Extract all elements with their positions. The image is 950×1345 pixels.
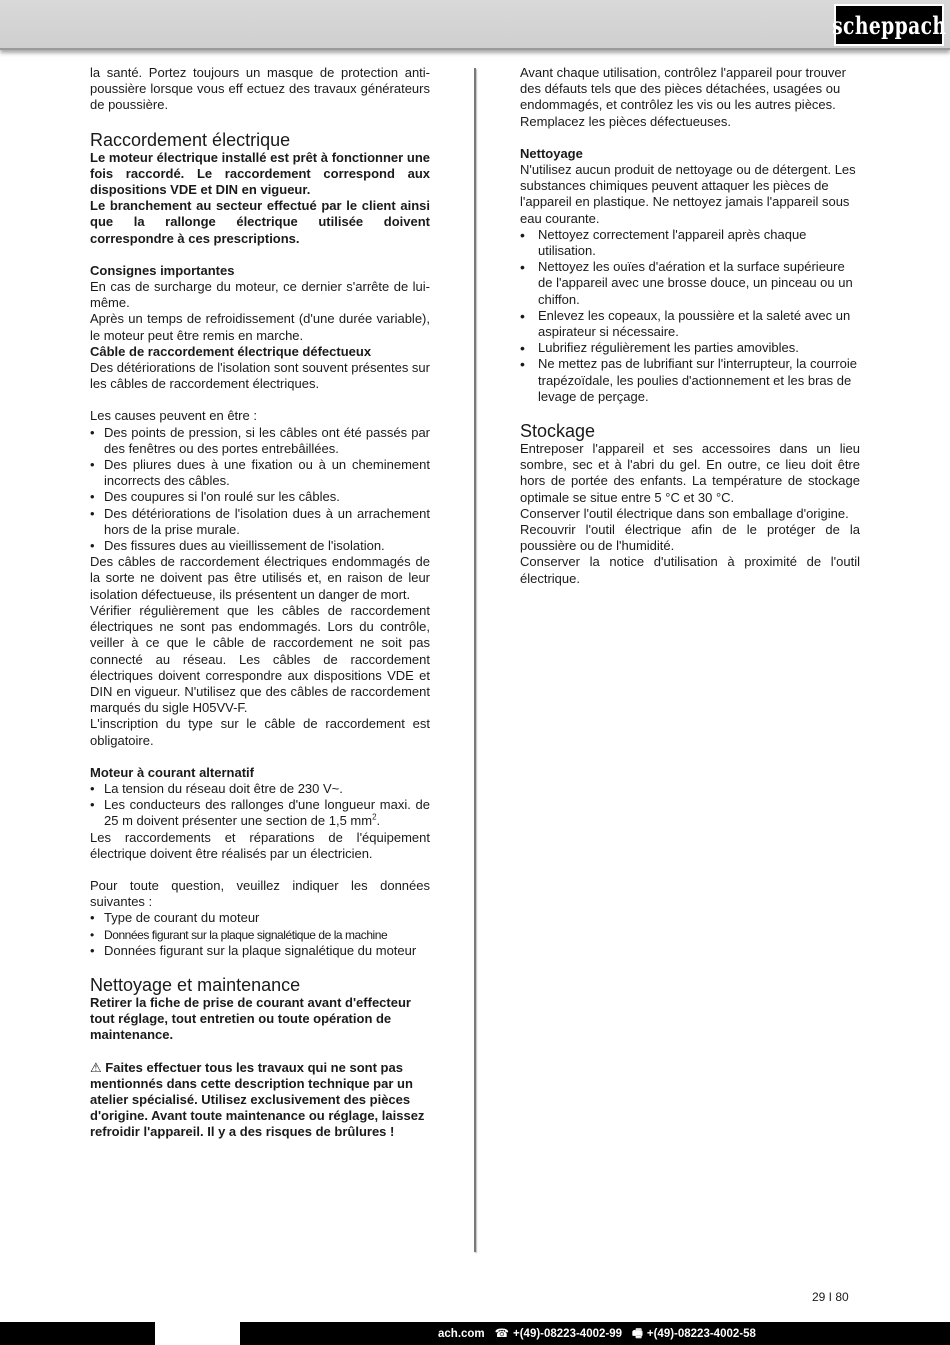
warning-icon: ⚠	[90, 1059, 102, 1075]
list-item: • Des fissures dues au vieillissement de l'isolation.	[90, 538, 430, 554]
moteur-p1: Les raccordements et réparations de l'équipement électrique doivent être réalisés par un électricien.	[90, 829, 430, 861]
nettoyage-p1: N'utilisez aucun produit de nettoyage ou de détergent. Les substances chimiques peuvent attaquer les pièces de l'appareil en plastique. Ne nettoyez jamais l'appareil sous eau courante.	[520, 162, 856, 226]
stockage-p2: Conserver l'outil électrique dans son emballage d'origine.	[520, 505, 849, 521]
nettoyage-list	[520, 227, 860, 405]
consignes-p1: En cas de surcharge du moteur, ce dernier s'arrête de lui-même.	[90, 279, 430, 311]
list-item	[90, 797, 430, 829]
causes-intro: Les causes peuvent en être :	[90, 408, 257, 424]
moteur-list	[90, 781, 430, 830]
moteur-item-2-end: .	[376, 813, 381, 829]
subtitle-cable-defectueux: Câble de raccordement électrique défectueux	[90, 343, 372, 359]
intro-paragraph: la santé. Portez toujours un masque de protection anti-poussière lorsque vous eff ectuez des travaux générateurs de poussière.	[90, 65, 430, 113]
list-item: • Des coupures si l'on roulé sur les câbles.	[90, 489, 430, 505]
subtitle-consignes: Consignes importantes	[90, 262, 235, 278]
right-intro: Avant chaque utilisation, contrôlez l'appareil pour trouver des défauts tels que des pièces détachées, usagées ou endommagés, et contrôlez les vis ou les autres pièces. Remplacez les pièces défectueuses.	[520, 65, 846, 129]
logo-text: scheppach	[831, 10, 947, 40]
list-item: • La tension du réseau doit être de 230 V~.	[90, 781, 430, 797]
causes-list	[90, 425, 430, 555]
section-title-nettoyage-maintenance: Nettoyage et maintenance	[90, 974, 301, 995]
stockage-p1: Entreposer l'appareil et ses accessoires dans un lieu sombre, sec et à l'abri du gel. En outre, ce lieu doit être hors de portée des enfants. La température de stockage optimale se situe entre 5 °C et 30 °C.	[520, 441, 860, 505]
superscript: 2	[372, 813, 377, 822]
footer-fax: +(49)-08223-4002-58	[646, 1328, 756, 1340]
list-item: • Données figurant sur la plaque signalétique de la machine	[90, 927, 430, 943]
footer-bar	[0, 1322, 950, 1345]
list-item: • Enlevez les copeaux, la poussière et la saleté avec un aspirateur si nécessaire.	[520, 308, 860, 340]
section-title-stockage: Stockage	[520, 421, 596, 442]
raccordement-bold-1: Le moteur électrique installé est prêt à fonctionner une fois raccordé. Le raccordement correspond aux dispositions VDE et DIN en vigueur.	[90, 149, 430, 198]
phone-icon: ☎	[494, 1328, 509, 1340]
footer-phone: +(49)-08223-4002-99	[513, 1328, 623, 1340]
page-number: 29 I 80	[812, 1290, 849, 1304]
list-item: • Des pliures dues à une fixation ou à un cheminement incorrects des câbles.	[90, 457, 430, 489]
list-item: • Ne mettez pas de lubrifiant sur l'interrupteur, la courroie trapézoïdale, les poulies d'actionnement et les bras de levage de perçage.	[520, 356, 860, 405]
right-column	[520, 65, 860, 587]
list-item: • Des points de pression, si les câbles ont été passés par des fenêtres ou des portes entrebâillées.	[90, 425, 430, 457]
section-title-raccordement: Raccordement électrique	[90, 129, 291, 150]
question-list	[90, 910, 430, 959]
stockage-p4: Conserver la notice d'utilisation à proximité de l'outil électrique.	[520, 554, 860, 586]
stockage-p3: Recouvrir l'outil électrique afin de le protéger de la poussière ou de l'humidité.	[520, 522, 860, 554]
column-divider	[474, 68, 476, 1252]
subtitle-moteur: Moteur à courant alternatif	[90, 764, 254, 780]
consignes-p3: Des détériorations de l'isolation sont souvent présentes sur les câbles de raccordement électriques.	[90, 360, 430, 392]
brand-logo	[831, 4, 947, 46]
raccordement-bold-2: Le branchement au secteur effectué par le client ainsi que la rallonge électrique utilisée doivent correspondre à ces prescriptions.	[90, 198, 430, 246]
subtitle-nettoyage: Nettoyage	[520, 145, 583, 161]
fax-icon: 🖷	[632, 1328, 643, 1340]
consignes-p2: Après un temps de refroidissement (d'une durée variable), le moteur peut être remis en marche.	[90, 311, 430, 343]
footer-website[interactable]: ach.com	[438, 1328, 485, 1340]
maintenance-bold-1: Retirer la fiche de prise de courant avant d'effecteur tout réglage, tout entretien ou toute opération de maintenance.	[90, 994, 411, 1043]
question-intro: Pour toute question, veuillez indiquer les données suivantes :	[90, 877, 430, 910]
footer-contact	[438, 1326, 766, 1345]
maintenance-warning	[90, 1060, 430, 1141]
causes-p2: Vérifier régulièrement que les câbles de raccordement électriques ne sont pas endommagés. Lors du contrôle, veiller à ce que le câble de raccordement ne soit pas connecté au réseau. Les câbles de raccordement électriques doivent correspondre aux dispositions VDE et DIN en vigueur. N'utilisez que des câbles de raccordement marqués du sigle H05VV-F.	[90, 602, 430, 716]
warning-text: Faites effectuer tous les travaux qui ne sont pas mentionnés dans cette description technique par un atelier spécialisé. Utilisez exclusivement des pièces d'origine. Avant toute maintenance ou réglage, laissez refroidir l'appareil. Il y a des risques de brûlures !	[90, 1059, 425, 1140]
footer-white-block	[155, 1322, 240, 1345]
moteur-item-2-text: Les conducteurs des rallonges d'une longueur maxi. de 25 m doivent présenter une section de 1,5 mm	[104, 797, 430, 829]
list-item: • Lubrifiez régulièrement les parties amovibles.	[520, 340, 860, 356]
list-item: • Type de courant du moteur	[90, 910, 430, 926]
list-item: • Nettoyez les ouïes d'aération et la surface supérieure de l'appareil avec une brosse douce, un pinceau ou un chiffon.	[520, 259, 860, 308]
list-item: • Données figurant sur la plaque signalétique du moteur	[90, 943, 430, 959]
header-band	[0, 0, 950, 50]
list-item: • Nettoyez correctement l'appareil après chaque utilisation.	[520, 227, 860, 259]
left-column	[90, 65, 430, 1141]
causes-p1: Des câbles de raccordement électriques endommagés de la sorte ne doivent pas être utilisés et, en raison de leur isolation défectueuse, ils présentent un danger de mort.	[90, 554, 430, 602]
list-item: • Des détériorations de l'isolation dues à un arrachement hors de la prise murale.	[90, 506, 430, 538]
causes-p3: L'inscription du type sur le câble de raccordement est obligatoire.	[90, 716, 430, 748]
